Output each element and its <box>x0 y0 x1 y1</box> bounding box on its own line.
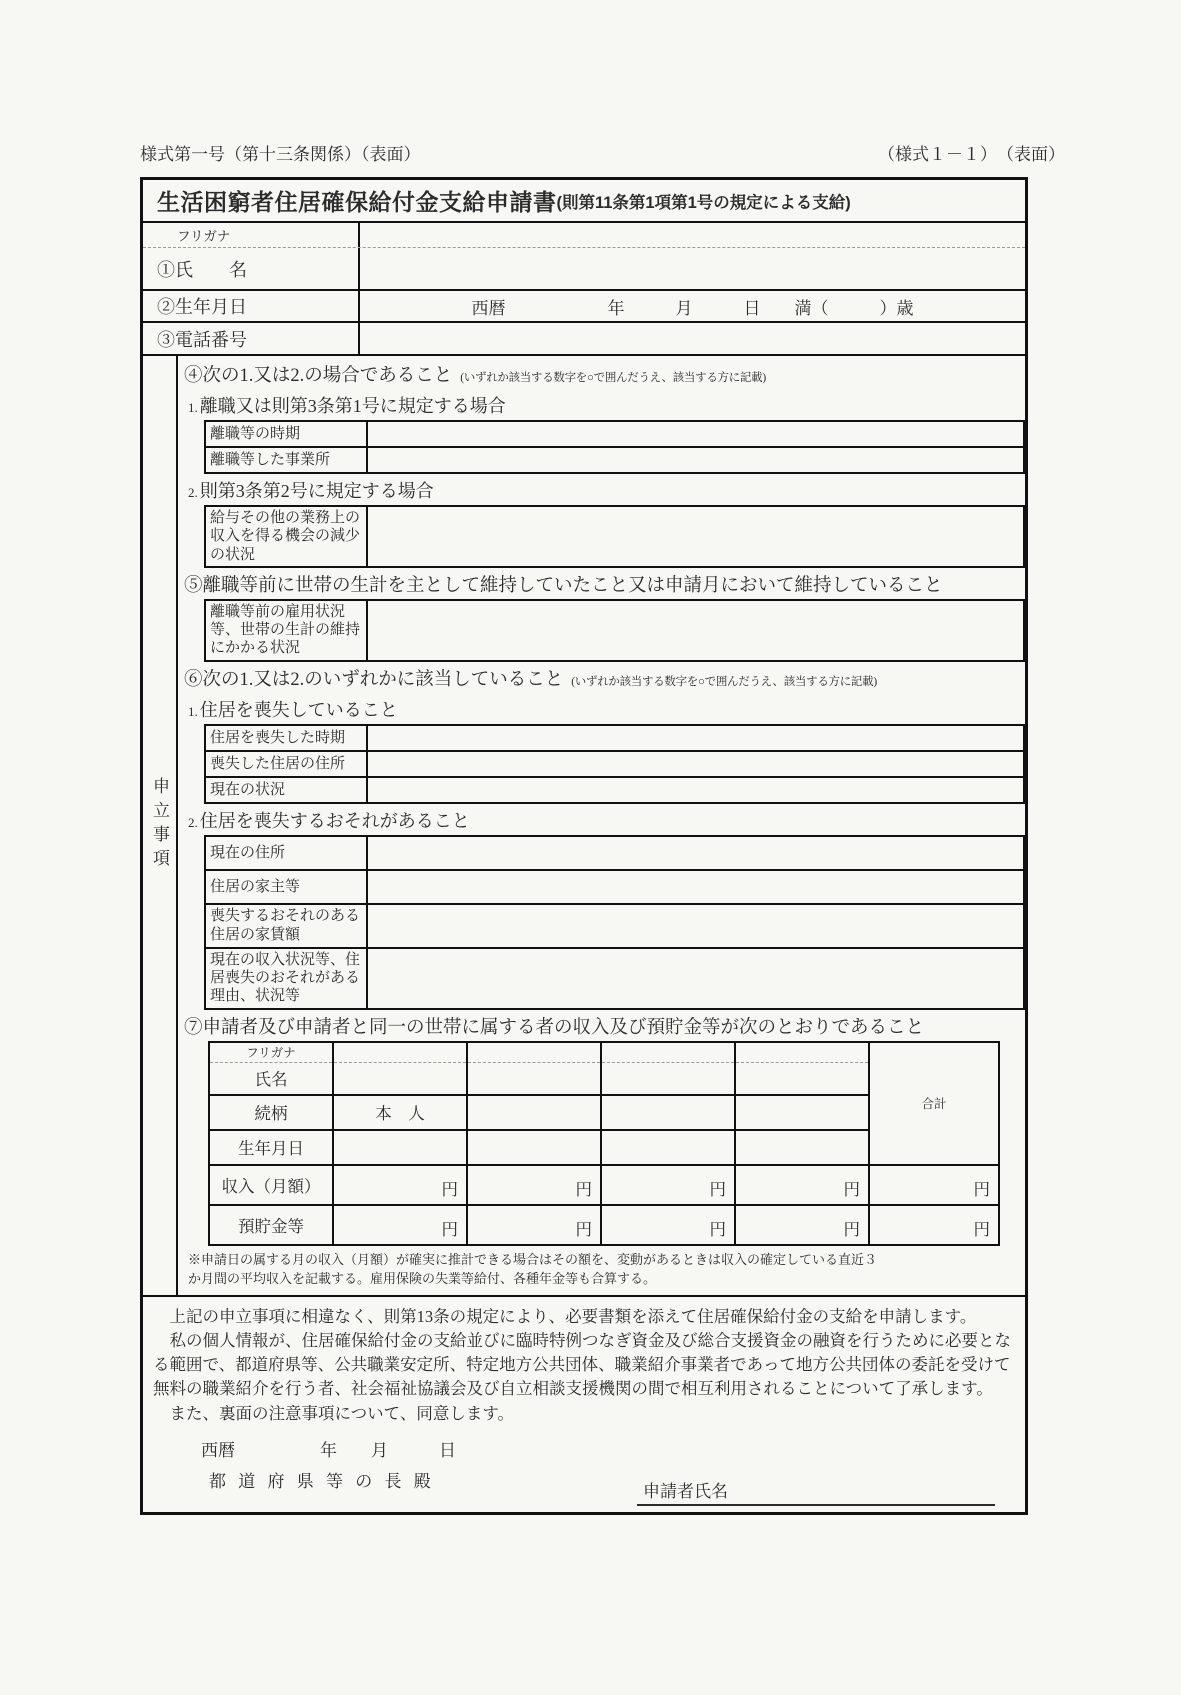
birthdate-label: ②生年月日 <box>143 291 360 321</box>
table-row <box>205 725 1024 751</box>
table-row <box>205 600 1024 661</box>
footer-declaration <box>143 1297 1025 1512</box>
member-savings-input-area[interactable]: 円 <box>601 1205 735 1245</box>
rent-amount-input-area[interactable] <box>367 904 1024 948</box>
name-label: ①氏 名 <box>143 248 360 289</box>
furigana-row-label: フリガナ <box>209 1042 333 1063</box>
member-birthdate-input-area[interactable] <box>333 1130 467 1165</box>
member-income-input-area[interactable]: 円 <box>735 1165 869 1205</box>
section5-table <box>204 599 1025 662</box>
table-row <box>205 447 1024 473</box>
applicant-signature-field[interactable]: 申請者氏名 <box>637 1477 995 1506</box>
section6-item1-table <box>204 724 1025 804</box>
table-row <box>205 751 1024 777</box>
table-row <box>205 870 1024 904</box>
declaration-main <box>178 356 1025 1295</box>
table-row <box>209 1165 999 1205</box>
section6-heading-note: (いずれか該当する数字を○で囲んだうえ、該当する方に記載) <box>571 675 877 688</box>
section6-item2-heading: 2. 住居を喪失するおそれがあること <box>188 810 470 831</box>
birthdate-input-area[interactable] <box>360 291 1025 321</box>
member-savings-input-area[interactable]: 円 <box>333 1205 467 1245</box>
member-name-input-area[interactable] <box>735 1063 869 1095</box>
declaration-paragraph-2: 私の個人情報が、住居確保給付金の支給並びに臨時特例つなぎ資金及び総合支援資金の融資を行うために必要となる範囲で、都道府県等、公共職業安定所、特定地方公共団体、職業紹介事業者であって地方公共団体の委託を受けて無料の職業紹介を行う者、社会福祉協議会及び自立相談支援機関の間で相互利用されることについて了承します。 <box>153 1330 1011 1399</box>
relation-row-label: 続柄 <box>209 1095 333 1130</box>
form-number-label: 様式第一号（第十三条関係）（表面） <box>140 145 421 164</box>
member-birthdate-input-area[interactable] <box>601 1130 735 1165</box>
row-label: 喪失した住居の住所 <box>205 751 367 777</box>
form-title: 生活困窮者住居確保給付金支給申請書 <box>157 189 557 215</box>
section7-heading <box>178 1010 1025 1041</box>
lost-housing-address-input-area[interactable] <box>367 751 1024 777</box>
income-row-label: 収入（月額） <box>209 1165 333 1205</box>
table-row <box>205 904 1024 948</box>
furigana-label: フリガナ <box>143 223 360 247</box>
section6-item2-table <box>204 835 1025 1010</box>
member-income-input-area[interactable]: 円 <box>601 1165 735 1205</box>
landlord-input-area[interactable] <box>367 870 1024 904</box>
form-sheet <box>140 140 1065 1515</box>
phone-input-area[interactable] <box>360 323 1025 354</box>
resignation-date-input-area[interactable] <box>367 421 1024 447</box>
page-header <box>140 140 1065 165</box>
table-row <box>209 1205 999 1245</box>
current-address-input-area[interactable] <box>367 836 1024 870</box>
member-name-input-area[interactable] <box>333 1063 467 1095</box>
section6-heading-text: ⑥次の1.又は2.のいずれかに該当していること <box>184 669 564 690</box>
form-style-label: （様式１－１） （表面） <box>878 145 1065 164</box>
member-savings-input-area[interactable]: 円 <box>735 1205 869 1245</box>
member-birthdate-input-area[interactable] <box>467 1130 601 1165</box>
table-row <box>205 506 1024 567</box>
row-label: 住居を喪失した時期 <box>205 725 367 751</box>
row-label: 現在の収入状況等、住居喪失のおそれがある理由、状況等 <box>205 948 367 1009</box>
table-row <box>205 948 1024 1009</box>
table-row <box>205 421 1024 447</box>
member-name-input-area[interactable] <box>467 1063 601 1095</box>
section6-item1-heading: 1. 住居を喪失していること <box>188 699 398 720</box>
application-date-line[interactable]: 西暦 年 月 日 <box>201 1440 456 1460</box>
declaration-paragraph-3: また、裏面の注意事項について、同意します。 <box>153 1403 515 1423</box>
name-row-label: 氏名 <box>209 1063 333 1095</box>
income-table-note <box>178 1246 1025 1289</box>
household-income-table <box>208 1041 1000 1246</box>
declaration-section <box>143 356 1025 1297</box>
member-income-input-area[interactable]: 円 <box>467 1165 601 1205</box>
footer-last-row <box>153 1467 1013 1506</box>
member-birthdate-input-area[interactable] <box>735 1130 869 1165</box>
member-savings-input-area[interactable]: 円 <box>467 1205 601 1245</box>
member-furigana-input-area[interactable] <box>467 1042 601 1063</box>
furigana-input-area[interactable] <box>360 223 1025 247</box>
section5-heading-text: ⑤離職等前に世帯の生計を主として維持していたこと又は申請月において維持していること <box>184 575 943 596</box>
birthdate-format-text: 西暦 年 月 日 満（ ）歳 <box>471 298 914 318</box>
form-outer-box <box>140 177 1028 1515</box>
name-row <box>143 248 1025 291</box>
section4-item1-table <box>204 420 1025 474</box>
furigana-row <box>143 223 1025 248</box>
declaration-side-column <box>143 356 178 1295</box>
birthdate-row-label: 生年月日 <box>209 1130 333 1165</box>
table-row <box>209 1042 999 1063</box>
income-reduction-input-area[interactable] <box>367 506 1024 567</box>
row-label: 離職等の時期 <box>205 421 367 447</box>
row-label: 喪失するおそれのある住居の家賃額 <box>205 904 367 948</box>
row-label: 現在の状況 <box>205 777 367 803</box>
section4-item1-heading: 1. 離職又は則第3条第1号に規定する場合 <box>188 396 506 416</box>
note-line-1: ※申請日の属する月の収入（月額）が確実に推計できる場合はその額を、変動があるときは収入の確定している直近３ <box>188 1251 878 1267</box>
housing-loss-date-input-area[interactable] <box>367 725 1024 751</box>
member-relation-input-area[interactable] <box>735 1095 869 1130</box>
household-support-input-area[interactable] <box>367 600 1024 661</box>
addressee-line: 都 道 府 県 等 の 長 殿 <box>209 1471 435 1491</box>
income-status-reason-input-area[interactable] <box>367 948 1024 1009</box>
member-furigana-input-area[interactable] <box>601 1042 735 1063</box>
row-label: 現在の住所 <box>205 836 367 870</box>
member-name-input-area[interactable] <box>601 1063 735 1095</box>
total-column-header: 合計 <box>869 1042 999 1165</box>
row-label: 給与その他の業務上の収入を得る機会の減少の状況 <box>205 506 367 567</box>
current-situation-input-area[interactable] <box>367 777 1024 803</box>
resignation-employer-input-area[interactable] <box>367 447 1024 473</box>
declaration-paragraph-1: 上記の申立事項に相違なく、則第13条の規定により、必要書類を添えて住居確保給付金の支給を申請します。 <box>153 1306 977 1326</box>
row-label: 住居の家主等 <box>205 870 367 904</box>
total-income-input-area[interactable]: 円 <box>869 1165 999 1205</box>
row-label: 離職等した事業所 <box>205 447 367 473</box>
form-title-row <box>143 180 1025 223</box>
declaration-side-label: 申立事項 <box>150 777 169 874</box>
section7-heading-text: ⑦申請者及び申請者と同一の世帯に属する者の収入及び預貯金等が次のとおりであること <box>184 1017 925 1038</box>
section5-heading <box>178 568 1025 599</box>
phone-label: ③電話番号 <box>143 323 360 354</box>
table-row <box>205 836 1024 870</box>
section4-heading-text: ④次の1.又は2.の場合であること <box>184 366 453 386</box>
row-label: 離職等前の雇用状況等、世帯の生計の維持にかかる状況 <box>205 600 367 661</box>
section6-heading <box>178 662 1025 693</box>
section4-heading <box>178 358 1025 389</box>
section4-heading-note: (いずれか該当する数字を○で囲んだうえ、該当する方に記載) <box>460 372 766 384</box>
member-relation-input-area[interactable] <box>601 1095 735 1130</box>
birthdate-row <box>143 291 1025 323</box>
note-line-2: か月間の平均収入を記載する。雇用保険の失業等給付、各種年金等も合算する。 <box>188 1271 657 1287</box>
phone-row <box>143 323 1025 356</box>
section4-item2-table <box>204 505 1025 568</box>
relation-self-cell: 本 人 <box>333 1095 467 1130</box>
member-income-input-area[interactable]: 円 <box>333 1165 467 1205</box>
form-title-sub: (則第11条第1項第1号の規定による支給) <box>556 193 851 212</box>
member-relation-input-area[interactable] <box>467 1095 601 1130</box>
section4-item2-heading: 2. 則第3条第2号に規定する場合 <box>188 481 434 501</box>
member-furigana-input-area[interactable] <box>333 1042 467 1063</box>
savings-row-label: 預貯金等 <box>209 1205 333 1245</box>
name-input-area[interactable] <box>360 248 1025 289</box>
member-furigana-input-area[interactable] <box>735 1042 869 1063</box>
table-row <box>205 777 1024 803</box>
total-savings-input-area[interactable]: 円 <box>869 1205 999 1245</box>
